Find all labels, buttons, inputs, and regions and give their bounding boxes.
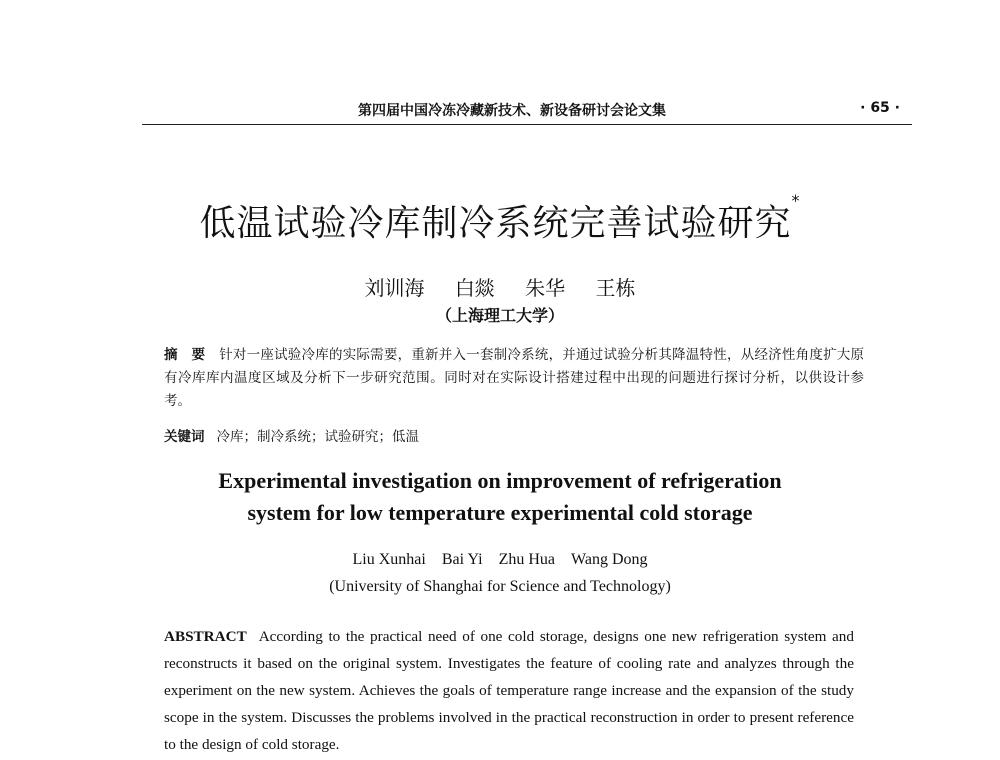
affiliation-en: (University of Shanghai for Science and Technology)	[329, 578, 671, 595]
authors-en	[0, 551, 1000, 569]
page-number: · 65 ·	[860, 100, 900, 116]
author-en: Zhu Hua	[498, 551, 556, 568]
author-cn: 王栋	[595, 276, 636, 300]
abstract-en-text: According to the practical need of one cold storage, designs one new refrigeration system and reconstructs it based on the original system. Investigates the feature of cooling rate and analyzes through the experiment on the new system. Achieves the goals of temperature range increase and the expansion of the study scope in the system. Discusses the problems involved in the practical reconstruction in order to present reference to the design of cold storage.	[164, 628, 854, 753]
abstract-en-label: ABSTRACT	[164, 628, 247, 645]
paper-title-cn-text: 低温试验冷库制冷系统完善试验研究	[199, 203, 792, 244]
affiliation-cn: （上海理工大学）	[435, 306, 564, 325]
keywords-cn	[164, 425, 864, 445]
abstract-en	[164, 623, 854, 758]
running-header	[148, 98, 910, 120]
authors-cn	[0, 272, 1000, 301]
paper-title-en-line1: Experimental investigation on improvement of refrigeration	[218, 468, 782, 493]
author-cn: 白燚	[454, 276, 495, 300]
paper-title-cn	[0, 191, 1000, 246]
author-cn: 刘训海	[364, 276, 425, 300]
author-en: Liu Xunhai	[352, 551, 426, 568]
author-en: Wang Dong	[571, 551, 648, 568]
abstract-cn-text: 针对一座试验冷库的实际需要，重新并入一套制冷系统，并通过试验分析其降温特性，从经济性角度扩大原有冷库库内温度区域及分析下一步研究范围。同时对在实际设计搭建过程中出现的问题进行探讨分析，以供设计参考。	[164, 347, 865, 409]
paper-title-en-line2: system for low temperature experimental cold storage	[247, 500, 753, 525]
journal-title: 第四届中国冷冻冷藏新技术、新设备研讨会论文集	[358, 103, 666, 119]
abstract-cn	[164, 344, 864, 413]
author-cn: 朱华	[525, 276, 566, 300]
keywords-cn-text: 冷库；制冷系统；试验研究；低温	[216, 429, 419, 445]
header-rule	[142, 124, 912, 125]
paper-title-en	[0, 465, 1000, 529]
footnote-mark: *	[791, 191, 801, 210]
author-en: Bai Yi	[441, 551, 483, 568]
abstract-cn-label: 摘 要	[164, 347, 206, 363]
keywords-cn-label: 关键词	[164, 429, 205, 445]
